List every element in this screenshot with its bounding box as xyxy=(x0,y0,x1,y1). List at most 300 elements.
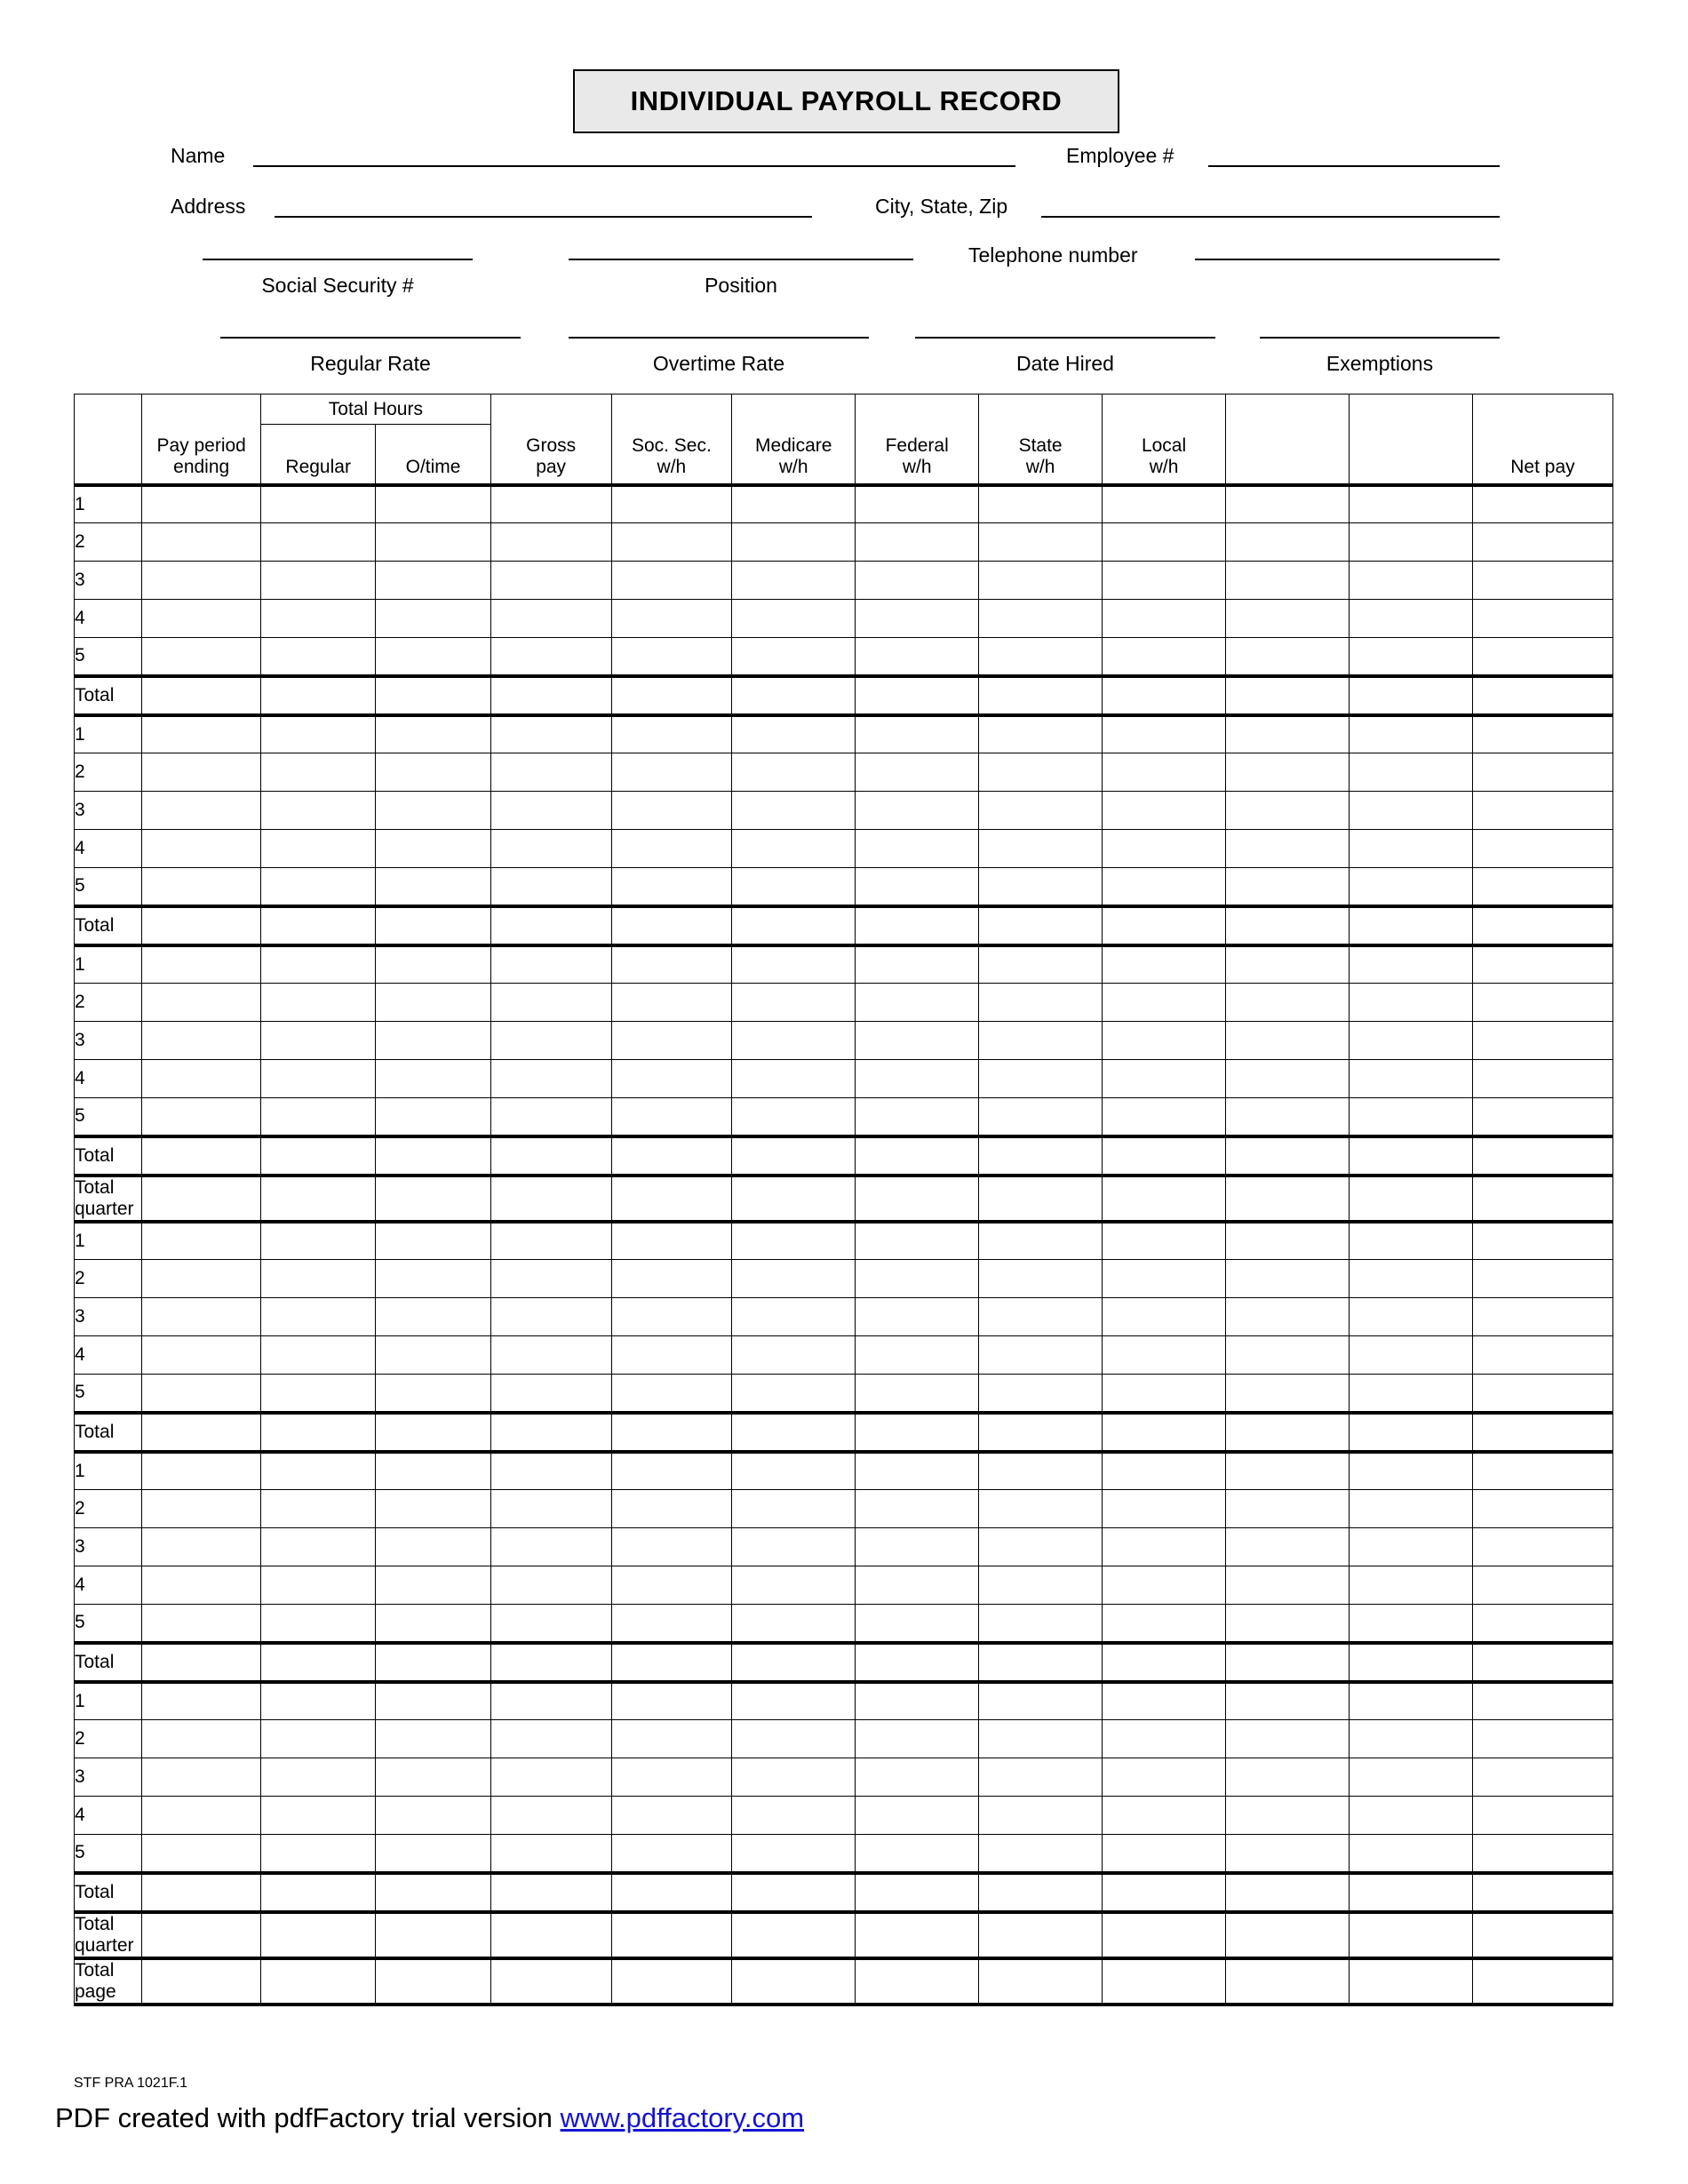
cell-regular[interactable] xyxy=(260,1958,375,2005)
cell-otime[interactable] xyxy=(376,945,490,984)
cell-state_wh[interactable] xyxy=(979,1176,1103,1222)
cell-soc_sec_wh[interactable] xyxy=(611,984,732,1022)
cell-otime[interactable] xyxy=(376,1643,490,1682)
cell-otime[interactable] xyxy=(376,1566,490,1605)
cell-federal_wh[interactable] xyxy=(856,523,979,562)
cell-local_wh[interactable] xyxy=(1103,715,1226,753)
cell-blank_1[interactable] xyxy=(1226,906,1350,945)
cell-regular[interactable] xyxy=(260,792,375,830)
cell-net_pay[interactable] xyxy=(1472,1912,1612,1958)
cell-state_wh[interactable] xyxy=(979,1298,1103,1336)
cell-federal_wh[interactable] xyxy=(856,485,979,523)
cell-state_wh[interactable] xyxy=(979,1682,1103,1720)
cell-pay_period_ending[interactable] xyxy=(142,1176,261,1222)
cell-federal_wh[interactable] xyxy=(856,1643,979,1682)
cell-net_pay[interactable] xyxy=(1472,1720,1612,1758)
cell-soc_sec_wh[interactable] xyxy=(611,1452,732,1490)
cell-soc_sec_wh[interactable] xyxy=(611,485,732,523)
cell-gross_pay[interactable] xyxy=(490,1452,611,1490)
cell-state_wh[interactable] xyxy=(979,1452,1103,1490)
cell-federal_wh[interactable] xyxy=(856,830,979,868)
cell-blank_1[interactable] xyxy=(1226,1060,1350,1098)
cell-medicare_wh[interactable] xyxy=(732,638,856,676)
cell-blank_2[interactable] xyxy=(1349,676,1472,715)
cell-gross_pay[interactable] xyxy=(490,1413,611,1452)
cell-otime[interactable] xyxy=(376,1528,490,1566)
cell-blank_2[interactable] xyxy=(1349,1022,1472,1060)
cell-local_wh[interactable] xyxy=(1103,1176,1226,1222)
cell-otime[interactable] xyxy=(376,600,490,638)
cell-blank_1[interactable] xyxy=(1226,1375,1350,1413)
cell-blank_1[interactable] xyxy=(1226,1413,1350,1452)
cell-state_wh[interactable] xyxy=(979,1912,1103,1958)
cell-federal_wh[interactable] xyxy=(856,868,979,906)
telephone-input[interactable] xyxy=(1195,259,1500,260)
cell-blank_1[interactable] xyxy=(1226,945,1350,984)
cell-otime[interactable] xyxy=(376,906,490,945)
cell-state_wh[interactable] xyxy=(979,1098,1103,1136)
cell-federal_wh[interactable] xyxy=(856,1835,979,1873)
cell-blank_1[interactable] xyxy=(1226,638,1350,676)
cell-local_wh[interactable] xyxy=(1103,1413,1226,1452)
cell-pay_period_ending[interactable] xyxy=(142,792,261,830)
cell-net_pay[interactable] xyxy=(1472,753,1612,792)
cell-pay_period_ending[interactable] xyxy=(142,906,261,945)
cell-pay_period_ending[interactable] xyxy=(142,753,261,792)
cell-state_wh[interactable] xyxy=(979,1643,1103,1682)
cell-otime[interactable] xyxy=(376,984,490,1022)
cell-net_pay[interactable] xyxy=(1472,676,1612,715)
regular-rate-input[interactable] xyxy=(220,337,521,339)
cell-local_wh[interactable] xyxy=(1103,868,1226,906)
cell-blank_1[interactable] xyxy=(1226,984,1350,1022)
cell-federal_wh[interactable] xyxy=(856,1605,979,1643)
cell-federal_wh[interactable] xyxy=(856,1098,979,1136)
cell-pay_period_ending[interactable] xyxy=(142,1835,261,1873)
cell-otime[interactable] xyxy=(376,1797,490,1835)
cell-medicare_wh[interactable] xyxy=(732,1682,856,1720)
cell-blank_2[interactable] xyxy=(1349,1566,1472,1605)
cell-soc_sec_wh[interactable] xyxy=(611,638,732,676)
cell-regular[interactable] xyxy=(260,715,375,753)
cell-regular[interactable] xyxy=(260,868,375,906)
cell-gross_pay[interactable] xyxy=(490,1758,611,1797)
cell-blank_1[interactable] xyxy=(1226,1605,1350,1643)
cell-blank_1[interactable] xyxy=(1226,1797,1350,1835)
cell-state_wh[interactable] xyxy=(979,1835,1103,1873)
cell-gross_pay[interactable] xyxy=(490,868,611,906)
cell-state_wh[interactable] xyxy=(979,1797,1103,1835)
cell-blank_1[interactable] xyxy=(1226,868,1350,906)
cell-federal_wh[interactable] xyxy=(856,1452,979,1490)
cell-otime[interactable] xyxy=(376,792,490,830)
cell-otime[interactable] xyxy=(376,1682,490,1720)
cell-pay_period_ending[interactable] xyxy=(142,1797,261,1835)
cell-otime[interactable] xyxy=(376,1490,490,1528)
cell-net_pay[interactable] xyxy=(1472,638,1612,676)
cell-medicare_wh[interactable] xyxy=(732,523,856,562)
cell-blank_1[interactable] xyxy=(1226,715,1350,753)
cell-net_pay[interactable] xyxy=(1472,1222,1612,1260)
cell-gross_pay[interactable] xyxy=(490,1958,611,2005)
cell-medicare_wh[interactable] xyxy=(732,1298,856,1336)
cell-regular[interactable] xyxy=(260,906,375,945)
pdffactory-link[interactable]: www.pdffactory.com xyxy=(560,2102,805,2133)
cell-regular[interactable] xyxy=(260,1176,375,1222)
cell-state_wh[interactable] xyxy=(979,1758,1103,1797)
cell-state_wh[interactable] xyxy=(979,638,1103,676)
cell-gross_pay[interactable] xyxy=(490,600,611,638)
cell-net_pay[interactable] xyxy=(1472,1605,1612,1643)
cell-local_wh[interactable] xyxy=(1103,1605,1226,1643)
cell-medicare_wh[interactable] xyxy=(732,1605,856,1643)
cell-medicare_wh[interactable] xyxy=(732,1490,856,1528)
cell-federal_wh[interactable] xyxy=(856,1413,979,1452)
cell-blank_1[interactable] xyxy=(1226,753,1350,792)
cell-local_wh[interactable] xyxy=(1103,945,1226,984)
cell-gross_pay[interactable] xyxy=(490,1060,611,1098)
cell-federal_wh[interactable] xyxy=(856,1912,979,1958)
cell-net_pay[interactable] xyxy=(1472,1958,1612,2005)
cell-soc_sec_wh[interactable] xyxy=(611,715,732,753)
cell-regular[interactable] xyxy=(260,1136,375,1176)
cell-state_wh[interactable] xyxy=(979,1413,1103,1452)
cell-state_wh[interactable] xyxy=(979,1720,1103,1758)
cell-state_wh[interactable] xyxy=(979,792,1103,830)
cell-local_wh[interactable] xyxy=(1103,1298,1226,1336)
cell-regular[interactable] xyxy=(260,523,375,562)
cell-otime[interactable] xyxy=(376,1336,490,1375)
cell-soc_sec_wh[interactable] xyxy=(611,1060,732,1098)
cell-federal_wh[interactable] xyxy=(856,1682,979,1720)
cell-regular[interactable] xyxy=(260,1098,375,1136)
cell-blank_2[interactable] xyxy=(1349,1060,1472,1098)
cell-gross_pay[interactable] xyxy=(490,485,611,523)
employee-number-input[interactable] xyxy=(1208,165,1500,167)
cell-medicare_wh[interactable] xyxy=(732,715,856,753)
cell-pay_period_ending[interactable] xyxy=(142,1060,261,1098)
cell-gross_pay[interactable] xyxy=(490,830,611,868)
cell-state_wh[interactable] xyxy=(979,753,1103,792)
cell-blank_1[interactable] xyxy=(1226,1912,1350,1958)
cell-otime[interactable] xyxy=(376,1222,490,1260)
cell-federal_wh[interactable] xyxy=(856,676,979,715)
cell-regular[interactable] xyxy=(260,562,375,600)
cell-medicare_wh[interactable] xyxy=(732,1873,856,1912)
cell-local_wh[interactable] xyxy=(1103,1873,1226,1912)
cell-regular[interactable] xyxy=(260,1298,375,1336)
cell-federal_wh[interactable] xyxy=(856,984,979,1022)
cell-federal_wh[interactable] xyxy=(856,1566,979,1605)
cell-federal_wh[interactable] xyxy=(856,1336,979,1375)
cell-net_pay[interactable] xyxy=(1472,1413,1612,1452)
cell-medicare_wh[interactable] xyxy=(732,1528,856,1566)
cell-state_wh[interactable] xyxy=(979,1136,1103,1176)
overtime-rate-input[interactable] xyxy=(569,337,869,339)
cell-gross_pay[interactable] xyxy=(490,1490,611,1528)
cell-gross_pay[interactable] xyxy=(490,1528,611,1566)
cell-gross_pay[interactable] xyxy=(490,984,611,1022)
cell-medicare_wh[interactable] xyxy=(732,1958,856,2005)
cell-soc_sec_wh[interactable] xyxy=(611,830,732,868)
cell-regular[interactable] xyxy=(260,830,375,868)
cell-pay_period_ending[interactable] xyxy=(142,868,261,906)
cell-regular[interactable] xyxy=(260,1682,375,1720)
cell-blank_2[interactable] xyxy=(1349,1336,1472,1375)
cell-otime[interactable] xyxy=(376,1452,490,1490)
cell-regular[interactable] xyxy=(260,1720,375,1758)
cell-soc_sec_wh[interactable] xyxy=(611,1605,732,1643)
cell-otime[interactable] xyxy=(376,1605,490,1643)
cell-regular[interactable] xyxy=(260,1643,375,1682)
cell-pay_period_ending[interactable] xyxy=(142,1136,261,1176)
cell-blank_2[interactable] xyxy=(1349,1528,1472,1566)
date-hired-input[interactable] xyxy=(915,337,1215,339)
cell-blank_1[interactable] xyxy=(1226,1176,1350,1222)
cell-regular[interactable] xyxy=(260,600,375,638)
cell-federal_wh[interactable] xyxy=(856,1022,979,1060)
cell-state_wh[interactable] xyxy=(979,562,1103,600)
cell-soc_sec_wh[interactable] xyxy=(611,1176,732,1222)
cell-state_wh[interactable] xyxy=(979,600,1103,638)
cell-regular[interactable] xyxy=(260,485,375,523)
cell-net_pay[interactable] xyxy=(1472,1298,1612,1336)
cell-local_wh[interactable] xyxy=(1103,1336,1226,1375)
cell-soc_sec_wh[interactable] xyxy=(611,1720,732,1758)
cell-pay_period_ending[interactable] xyxy=(142,1528,261,1566)
cell-medicare_wh[interactable] xyxy=(732,1835,856,1873)
cell-federal_wh[interactable] xyxy=(856,1375,979,1413)
cell-regular[interactable] xyxy=(260,676,375,715)
cell-federal_wh[interactable] xyxy=(856,1222,979,1260)
cell-local_wh[interactable] xyxy=(1103,485,1226,523)
cell-medicare_wh[interactable] xyxy=(732,1797,856,1835)
cell-soc_sec_wh[interactable] xyxy=(611,1336,732,1375)
cell-pay_period_ending[interactable] xyxy=(142,1375,261,1413)
cell-medicare_wh[interactable] xyxy=(732,562,856,600)
cell-regular[interactable] xyxy=(260,1260,375,1298)
cell-blank_1[interactable] xyxy=(1226,1298,1350,1336)
cell-blank_2[interactable] xyxy=(1349,485,1472,523)
cell-soc_sec_wh[interactable] xyxy=(611,1835,732,1873)
position-input[interactable] xyxy=(569,259,913,260)
cell-soc_sec_wh[interactable] xyxy=(611,1490,732,1528)
cell-blank_2[interactable] xyxy=(1349,792,1472,830)
cell-local_wh[interactable] xyxy=(1103,906,1226,945)
cell-soc_sec_wh[interactable] xyxy=(611,600,732,638)
cell-regular[interactable] xyxy=(260,1912,375,1958)
cell-medicare_wh[interactable] xyxy=(732,1720,856,1758)
cell-soc_sec_wh[interactable] xyxy=(611,1528,732,1566)
cell-soc_sec_wh[interactable] xyxy=(611,1098,732,1136)
cell-otime[interactable] xyxy=(376,753,490,792)
cell-gross_pay[interactable] xyxy=(490,1298,611,1336)
cell-local_wh[interactable] xyxy=(1103,638,1226,676)
cell-blank_2[interactable] xyxy=(1349,1758,1472,1797)
cell-otime[interactable] xyxy=(376,1260,490,1298)
cell-pay_period_ending[interactable] xyxy=(142,1022,261,1060)
cell-gross_pay[interactable] xyxy=(490,523,611,562)
cell-local_wh[interactable] xyxy=(1103,1835,1226,1873)
cell-otime[interactable] xyxy=(376,1022,490,1060)
cell-federal_wh[interactable] xyxy=(856,1298,979,1336)
cell-otime[interactable] xyxy=(376,1060,490,1098)
cell-regular[interactable] xyxy=(260,1873,375,1912)
cell-regular[interactable] xyxy=(260,1605,375,1643)
cell-pay_period_ending[interactable] xyxy=(142,523,261,562)
cell-local_wh[interactable] xyxy=(1103,1375,1226,1413)
cell-local_wh[interactable] xyxy=(1103,1060,1226,1098)
cell-state_wh[interactable] xyxy=(979,715,1103,753)
cell-federal_wh[interactable] xyxy=(856,1060,979,1098)
cell-blank_1[interactable] xyxy=(1226,676,1350,715)
cell-soc_sec_wh[interactable] xyxy=(611,1222,732,1260)
cell-net_pay[interactable] xyxy=(1472,1873,1612,1912)
cell-state_wh[interactable] xyxy=(979,676,1103,715)
cell-soc_sec_wh[interactable] xyxy=(611,1912,732,1958)
cell-pay_period_ending[interactable] xyxy=(142,1643,261,1682)
cell-blank_2[interactable] xyxy=(1349,868,1472,906)
cell-net_pay[interactable] xyxy=(1472,1336,1612,1375)
cell-gross_pay[interactable] xyxy=(490,1605,611,1643)
cell-federal_wh[interactable] xyxy=(856,715,979,753)
cell-blank_2[interactable] xyxy=(1349,1176,1472,1222)
cell-gross_pay[interactable] xyxy=(490,1336,611,1375)
cell-pay_period_ending[interactable] xyxy=(142,1605,261,1643)
cell-blank_1[interactable] xyxy=(1226,600,1350,638)
cell-otime[interactable] xyxy=(376,1873,490,1912)
cell-gross_pay[interactable] xyxy=(490,1260,611,1298)
cell-local_wh[interactable] xyxy=(1103,792,1226,830)
cell-soc_sec_wh[interactable] xyxy=(611,1566,732,1605)
cell-blank_2[interactable] xyxy=(1349,1375,1472,1413)
cell-blank_2[interactable] xyxy=(1349,1643,1472,1682)
cell-state_wh[interactable] xyxy=(979,906,1103,945)
cell-federal_wh[interactable] xyxy=(856,562,979,600)
cell-gross_pay[interactable] xyxy=(490,1835,611,1873)
cell-state_wh[interactable] xyxy=(979,485,1103,523)
cell-gross_pay[interactable] xyxy=(490,1643,611,1682)
cell-soc_sec_wh[interactable] xyxy=(611,676,732,715)
cell-federal_wh[interactable] xyxy=(856,753,979,792)
cell-federal_wh[interactable] xyxy=(856,945,979,984)
cell-medicare_wh[interactable] xyxy=(732,830,856,868)
cell-net_pay[interactable] xyxy=(1472,1060,1612,1098)
cell-gross_pay[interactable] xyxy=(490,1022,611,1060)
cell-gross_pay[interactable] xyxy=(490,1873,611,1912)
cell-medicare_wh[interactable] xyxy=(732,1222,856,1260)
cell-net_pay[interactable] xyxy=(1472,1643,1612,1682)
cell-blank_2[interactable] xyxy=(1349,984,1472,1022)
cell-blank_1[interactable] xyxy=(1226,1958,1350,2005)
cell-net_pay[interactable] xyxy=(1472,1682,1612,1720)
cell-medicare_wh[interactable] xyxy=(732,1098,856,1136)
cell-blank_1[interactable] xyxy=(1226,1022,1350,1060)
cell-gross_pay[interactable] xyxy=(490,1566,611,1605)
cell-otime[interactable] xyxy=(376,1098,490,1136)
cell-federal_wh[interactable] xyxy=(856,1136,979,1176)
cell-gross_pay[interactable] xyxy=(490,715,611,753)
cell-net_pay[interactable] xyxy=(1472,868,1612,906)
cell-blank_2[interactable] xyxy=(1349,1452,1472,1490)
cell-blank_2[interactable] xyxy=(1349,906,1472,945)
address-input[interactable] xyxy=(275,216,812,218)
cell-gross_pay[interactable] xyxy=(490,638,611,676)
cell-medicare_wh[interactable] xyxy=(732,1022,856,1060)
city-state-zip-input[interactable] xyxy=(1041,216,1500,218)
cell-blank_2[interactable] xyxy=(1349,715,1472,753)
cell-gross_pay[interactable] xyxy=(490,1682,611,1720)
cell-soc_sec_wh[interactable] xyxy=(611,1022,732,1060)
cell-net_pay[interactable] xyxy=(1472,562,1612,600)
cell-local_wh[interactable] xyxy=(1103,1643,1226,1682)
cell-net_pay[interactable] xyxy=(1472,830,1612,868)
cell-local_wh[interactable] xyxy=(1103,676,1226,715)
cell-local_wh[interactable] xyxy=(1103,753,1226,792)
cell-medicare_wh[interactable] xyxy=(732,600,856,638)
cell-otime[interactable] xyxy=(376,1758,490,1797)
cell-soc_sec_wh[interactable] xyxy=(611,945,732,984)
cell-blank_2[interactable] xyxy=(1349,945,1472,984)
cell-medicare_wh[interactable] xyxy=(732,1260,856,1298)
cell-otime[interactable] xyxy=(376,1136,490,1176)
cell-federal_wh[interactable] xyxy=(856,1873,979,1912)
cell-local_wh[interactable] xyxy=(1103,1566,1226,1605)
cell-blank_2[interactable] xyxy=(1349,753,1472,792)
cell-state_wh[interactable] xyxy=(979,1222,1103,1260)
cell-net_pay[interactable] xyxy=(1472,945,1612,984)
cell-blank_1[interactable] xyxy=(1226,485,1350,523)
cell-otime[interactable] xyxy=(376,715,490,753)
cell-medicare_wh[interactable] xyxy=(732,1136,856,1176)
cell-medicare_wh[interactable] xyxy=(732,1452,856,1490)
cell-net_pay[interactable] xyxy=(1472,1797,1612,1835)
cell-net_pay[interactable] xyxy=(1472,792,1612,830)
cell-soc_sec_wh[interactable] xyxy=(611,1260,732,1298)
cell-gross_pay[interactable] xyxy=(490,1720,611,1758)
cell-regular[interactable] xyxy=(260,1797,375,1835)
cell-otime[interactable] xyxy=(376,1176,490,1222)
cell-federal_wh[interactable] xyxy=(856,1720,979,1758)
cell-otime[interactable] xyxy=(376,523,490,562)
cell-soc_sec_wh[interactable] xyxy=(611,1758,732,1797)
cell-federal_wh[interactable] xyxy=(856,600,979,638)
cell-blank_2[interactable] xyxy=(1349,638,1472,676)
cell-state_wh[interactable] xyxy=(979,1958,1103,2005)
cell-medicare_wh[interactable] xyxy=(732,1566,856,1605)
exemptions-input[interactable] xyxy=(1260,337,1500,339)
cell-blank_1[interactable] xyxy=(1226,1682,1350,1720)
cell-pay_period_ending[interactable] xyxy=(142,1098,261,1136)
cell-blank_2[interactable] xyxy=(1349,1797,1472,1835)
cell-blank_1[interactable] xyxy=(1226,792,1350,830)
cell-blank_1[interactable] xyxy=(1226,1835,1350,1873)
cell-gross_pay[interactable] xyxy=(490,1912,611,1958)
cell-regular[interactable] xyxy=(260,1452,375,1490)
cell-pay_period_ending[interactable] xyxy=(142,1720,261,1758)
cell-soc_sec_wh[interactable] xyxy=(611,1873,732,1912)
cell-soc_sec_wh[interactable] xyxy=(611,1375,732,1413)
cell-soc_sec_wh[interactable] xyxy=(611,562,732,600)
cell-soc_sec_wh[interactable] xyxy=(611,906,732,945)
cell-net_pay[interactable] xyxy=(1472,1176,1612,1222)
cell-regular[interactable] xyxy=(260,1528,375,1566)
cell-state_wh[interactable] xyxy=(979,1375,1103,1413)
cell-medicare_wh[interactable] xyxy=(732,1643,856,1682)
cell-gross_pay[interactable] xyxy=(490,1136,611,1176)
cell-blank_2[interactable] xyxy=(1349,1720,1472,1758)
cell-net_pay[interactable] xyxy=(1472,984,1612,1022)
